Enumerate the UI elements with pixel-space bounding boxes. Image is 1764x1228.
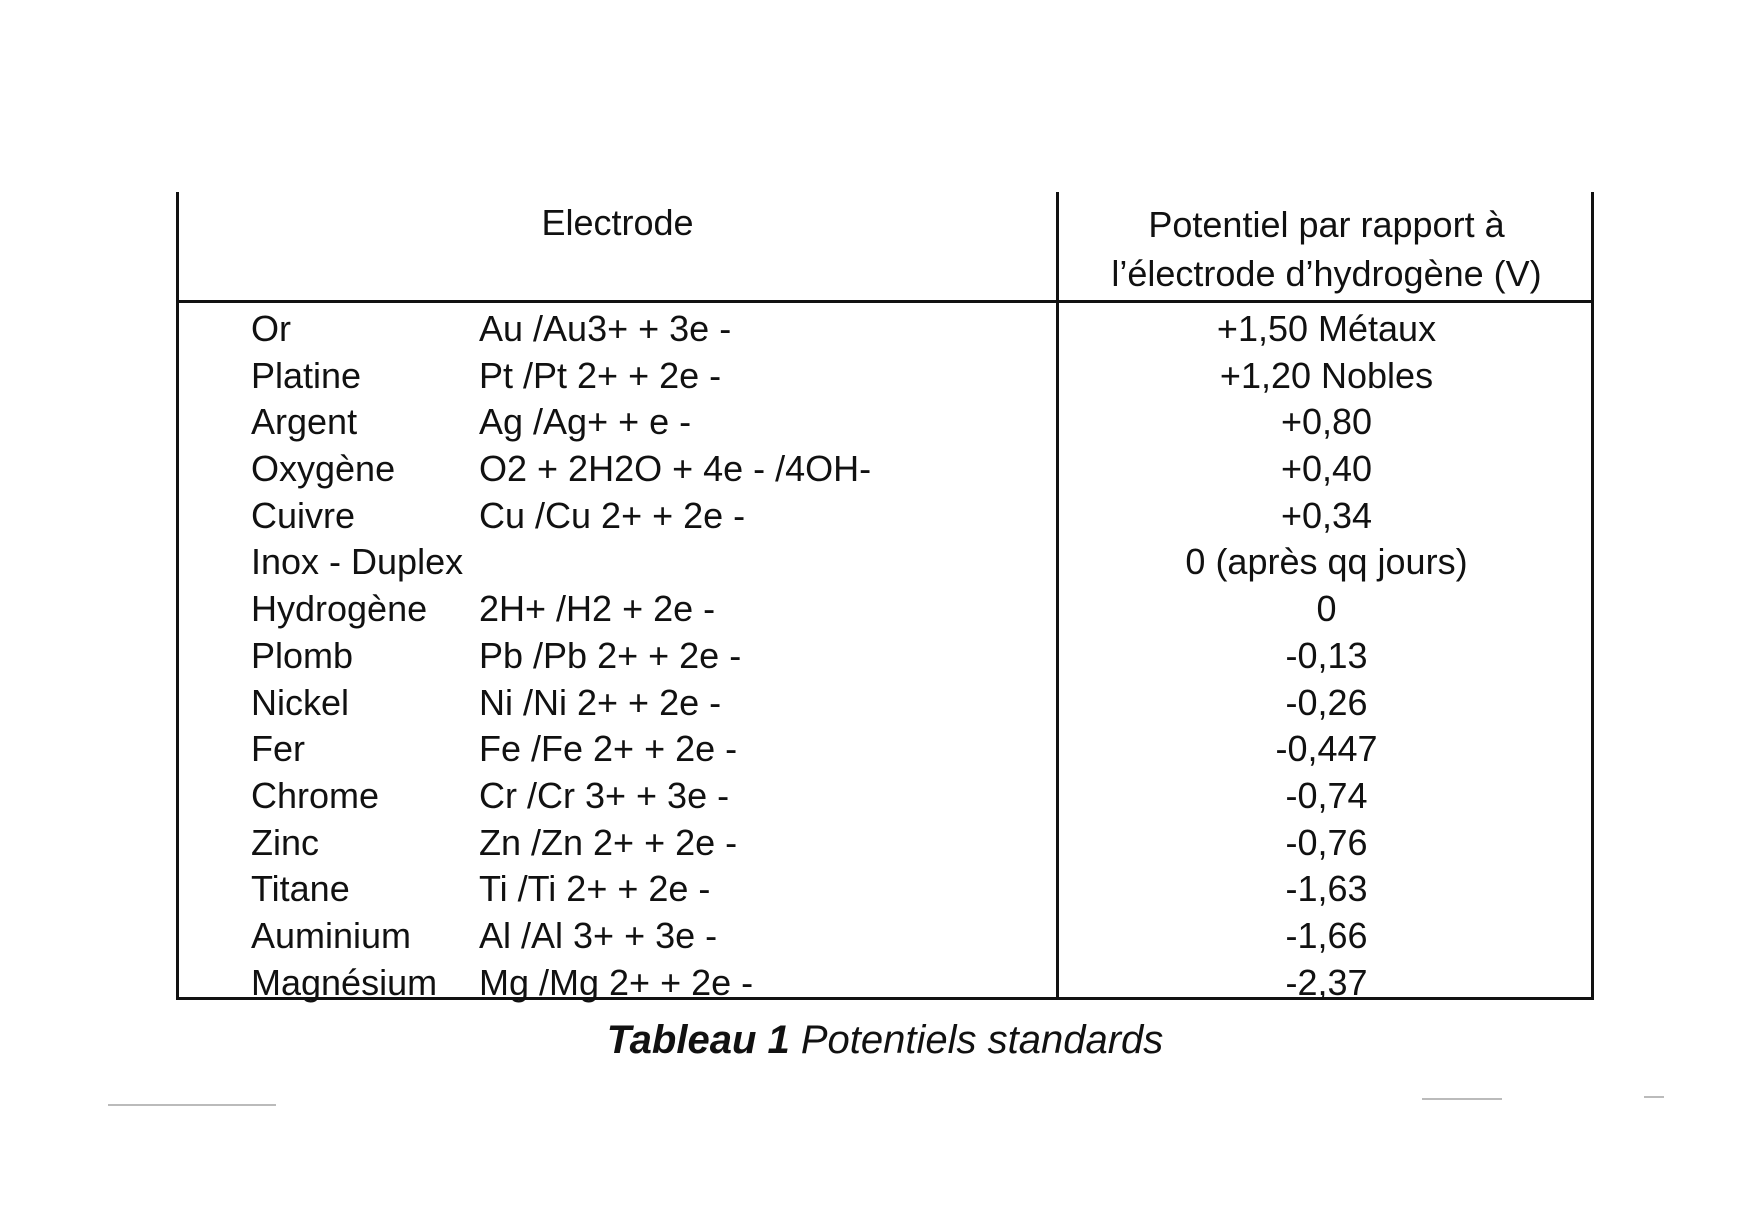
table-row <box>179 913 1591 960</box>
electrode-name: Argent <box>251 401 358 443</box>
electrode-name: Chrome <box>251 774 380 816</box>
table-row <box>179 680 1591 727</box>
potentials-table <box>176 192 1594 1003</box>
potential-value: -1,63 <box>1285 868 1368 910</box>
electrode-name: Nickel <box>251 681 350 723</box>
table-row <box>179 306 1591 353</box>
potential-value: -0,447 <box>1275 728 1378 770</box>
electrode-name: Hydrogène <box>251 588 428 630</box>
table-row <box>179 633 1591 680</box>
table-row <box>179 773 1591 820</box>
scan-artifact-line <box>108 1104 276 1106</box>
electrode-name: Zinc <box>251 821 320 863</box>
electrode-name: Auminium <box>251 914 412 956</box>
electrode-name: Magnésium <box>251 961 438 1003</box>
header-potential <box>1059 200 1594 298</box>
electrode-reaction: Pt /Pt 2+ + 2e - <box>479 354 722 396</box>
electrode-reaction: Ti /Ti 2+ + 2e - <box>479 868 711 910</box>
potential-value: +1,20 Nobles <box>1219 354 1434 396</box>
potential-value: +0,80 <box>1280 401 1373 443</box>
potential-value: -1,66 <box>1285 914 1368 956</box>
table-caption <box>176 1018 1594 1063</box>
electrode-reaction: Al /Al 3+ + 3e - <box>479 914 718 956</box>
electrode-reaction: Cu /Cu 2+ + 2e - <box>479 494 746 536</box>
electrode-reaction: Fe /Fe 2+ + 2e - <box>479 728 738 770</box>
header-electrode: Electrode <box>541 202 694 243</box>
electrode-name: Oxygène <box>251 448 396 490</box>
table-row <box>179 353 1591 400</box>
potential-value: -0,26 <box>1285 681 1368 723</box>
table-row <box>179 960 1591 1007</box>
electrode-reaction: Zn /Zn 2+ + 2e - <box>479 821 738 863</box>
electrode-reaction: Au /Au3+ + 3e - <box>479 308 732 349</box>
electrode-name: Plomb <box>251 634 354 676</box>
table-row <box>179 446 1591 493</box>
table-row <box>179 726 1591 773</box>
potential-value: -2,37 <box>1285 961 1368 1003</box>
table-row <box>179 493 1591 540</box>
potential-value: -0,76 <box>1285 821 1368 863</box>
electrode-reaction: O2 + 2H2O + 4e - /4OH- <box>479 448 872 490</box>
electrode-reaction: Ni /Ni 2+ + 2e - <box>479 681 722 723</box>
scan-artifact-line <box>1644 1096 1664 1098</box>
electrode-name: Platine <box>251 354 362 396</box>
table-row <box>179 399 1591 446</box>
electrode-reaction: Cr /Cr 3+ + 3e - <box>479 774 730 816</box>
table-row <box>179 820 1591 867</box>
table-row <box>179 539 1591 586</box>
table-row <box>179 586 1591 633</box>
scan-artifact-line <box>1422 1098 1502 1100</box>
electrode-name: Titane <box>251 868 350 910</box>
electrode-name: Inox - Duplex <box>251 541 464 583</box>
potential-value: 0 (après qq jours) <box>1185 541 1468 583</box>
potential-value: 0 <box>1316 588 1337 630</box>
potential-value: +1,50 Métaux <box>1216 308 1437 349</box>
electrode-reaction: Pb /Pb 2+ + 2e - <box>479 634 742 676</box>
electrode-name: Or <box>251 308 291 349</box>
header-rule <box>179 300 1591 303</box>
potential-value: +0,40 <box>1280 448 1373 490</box>
electrode-reaction: 2H+ /H2 + 2e - <box>479 588 716 630</box>
caption-text: Potentiels standards <box>789 1018 1164 1062</box>
electrode-name: Cuivre <box>251 494 356 536</box>
electrode-name: Fer <box>251 728 305 770</box>
electrode-reaction: Ag /Ag+ + e - <box>479 401 692 443</box>
table-body <box>179 306 1591 1006</box>
table-row <box>179 866 1591 913</box>
header-potential-line2: l’électrode d’hydrogène (V) <box>1111 253 1542 294</box>
potential-value: -0,74 <box>1285 774 1368 816</box>
caption-label: Tableau 1 <box>606 1018 790 1062</box>
potential-value: -0,13 <box>1285 634 1368 676</box>
header-potential-line1: Potentiel par rapport à <box>1148 204 1505 245</box>
electrode-reaction: Mg /Mg 2+ + 2e - <box>479 961 754 1003</box>
potential-value: +0,34 <box>1280 494 1373 536</box>
